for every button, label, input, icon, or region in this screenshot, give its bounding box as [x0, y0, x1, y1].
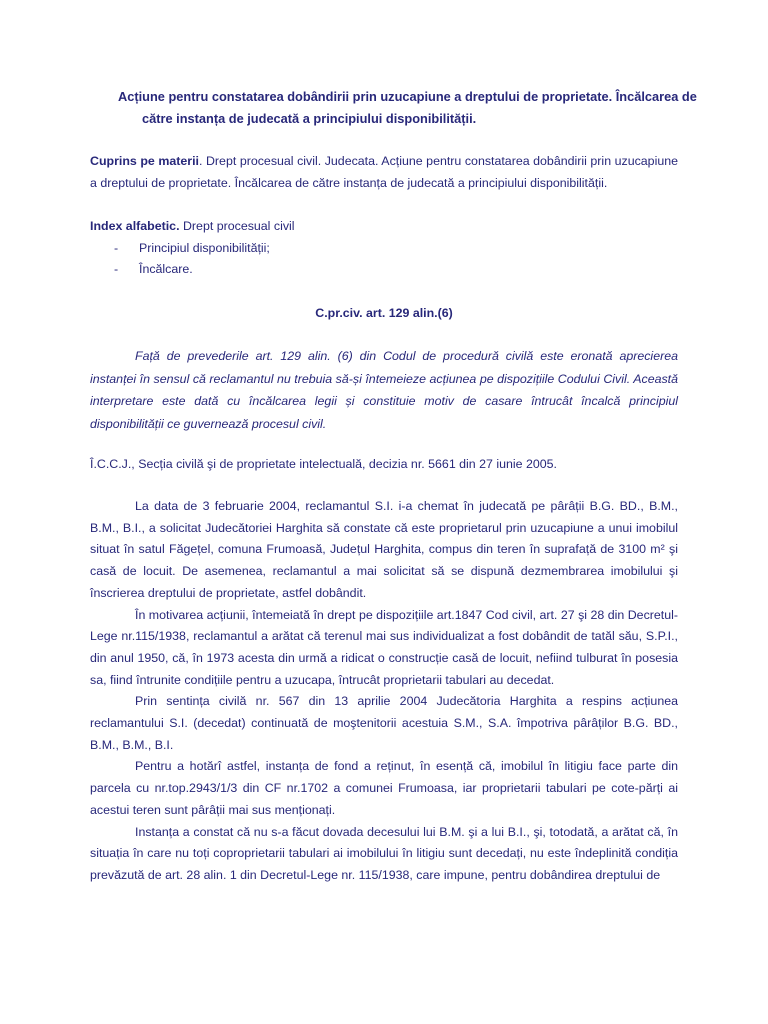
index-item	[90, 259, 678, 281]
body-text	[90, 496, 678, 887]
body-paragraph: Prin sentința civilă nr. 567 din 13 aprilie 2004 Judecătoria Harghita a respins acțiunea reclamantului S.I. (decedat) continuată de moştenitorii acestuia S.M., S.A. împotriva pârâților B.G. BD., B.M., B.M., B.I.	[90, 694, 678, 752]
index-item-dash: -	[114, 262, 119, 276]
index-item-label: Încălcare.	[139, 262, 193, 276]
decision-reference: Î.C.C.J., Secția civilă şi de proprietate intelectuală, decizia nr. 5661 din 27 iunie 2005.	[90, 457, 557, 471]
body-paragraph: Instanța a constat că nu s-a făcut dovada decesului lui B.M. şi a lui B.I., şi, totodată, a arătat că, în situația în care nu toți coproprietarii tabulari ai imobilului în litigiu sunt decedați, nu este îndeplinită condiția prevăzută de art. 28 alin. 1 din Decretul-Lege nr. 115/1938, care impune, pentru dobândirea dreptului de	[90, 824, 678, 882]
index-label: Index alfabetic.	[90, 219, 180, 233]
title-line-2: către instanța de judecată a principiului disponibilității.	[142, 111, 477, 126]
title-line-1: Acțiune pentru constatarea dobândirii prin uzucapiune a dreptului de proprietate. Încălcarea de	[118, 89, 697, 104]
body-paragraph: La data de 3 februarie 2004, reclamantul S.I. i-a chemat în judecată pe pârâții B.G. BD., B.M., B.M., B.I., a solicitat Judecătoriei Harghita să constate că este proprietarul prin uzucapiune a unui imobilul situat în satul Făgețel, comuna Frumoasă, Județul Harghita, compus din teren în suprafață de 3100 m² şi casă de locuit. De asemenea, reclamantul a mai solicitat să se dispună dezmembrarea imobilului şi înscrierea dreptului de proprietate, astfel dobândit.	[90, 499, 678, 600]
body-paragraph: Pentru a hotărî astfel, instanța de fond a reținut, în esență că, imobilul în litigiu face parte din parcela cu nr.top.2943/1/3 din CF nr.1702 a comunei Frumoasa, iar proprietarii tabulari pe cote-părți ai acestui teren sunt pârâții mai sus menționați.	[90, 759, 678, 817]
summary-paragraph: Față de prevederile art. 129 alin. (6) din Codul de procedură civilă este eronată aprecierea instanței în sensul că reclamantul nu trebuia să-și întemeieze acțiunea pe dispozițiile Codului Civil. Această interpretare este dată cu încălcarea legii și constituie motiv de casare întrucât încalcă principiul disponibilității ce guvernează procesul civil.	[90, 349, 678, 431]
body-paragraph: În motivarea acțiunii, întemeiată în drept pe dispozițiile art.1847 Cod civil, art. 27 şi 28 din Decretul-Lege nr.115/1938, reclamantul a arătat că terenul mai sus individualizat a fost dobândit de tatăl său, S.P.I., din anul 1950, că, în 1973 acesta din urmă a ridicat o construcție casă de locuit, nefiind tulburat în posesia sa, fiind întrunite condițiile pentru a uzucapa, întrucât proprietarii tabulari au decedat.	[90, 607, 678, 687]
index-item-dash: -	[114, 240, 119, 255]
cuprins-section	[90, 151, 678, 194]
index-text: Drept procesual civil	[179, 219, 295, 233]
index-section	[90, 216, 678, 281]
cuprins-text: . Drept procesual civil. Judecata. Acțiune pentru constatarea dobândirii prin uzucapiune a dreptului de proprietate. Încălcarea de către instanța de judecată a principiului disponibilității.	[90, 154, 679, 190]
index-item	[90, 238, 678, 260]
cuprins-label: Cuprins pe materii	[90, 154, 199, 168]
document-title	[118, 86, 718, 130]
article-reference: C.pr.civ. art. 129 alin.(6)	[315, 306, 453, 320]
index-item-label: Principiul disponibilității;	[139, 240, 270, 255]
